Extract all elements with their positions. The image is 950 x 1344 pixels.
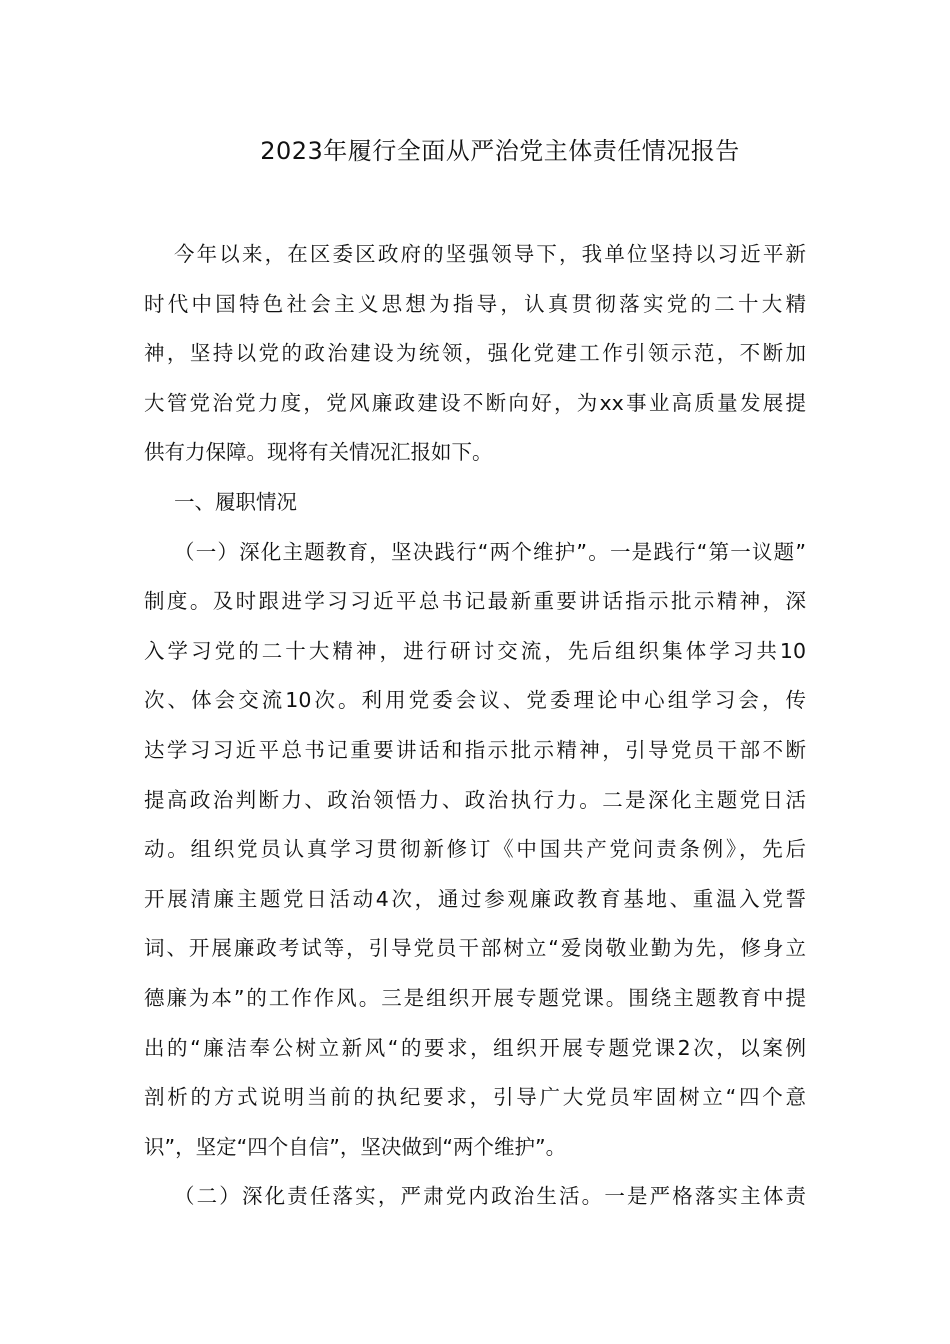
paragraph-line: 次、体会交流10次。利用党委会议、党委理论中心组学习会，传 <box>144 688 806 713</box>
paragraph-line: 提高政治判断力、政治领悟力、政治执行力。二是深化主题党日活 <box>144 787 806 812</box>
paragraph-line: 制度。及时跟进学习习近平总书记最新重要讲话指示批示精神，深 <box>144 589 806 614</box>
paragraph-line: 出的“廉洁奉公树立新风“的要求，组织开展专题党课2次，以案例 <box>144 1035 806 1060</box>
paragraph-line: 达学习习近平总书记重要讲话和指示批示精神，引导党员干部不断 <box>144 737 806 762</box>
paragraph-line: 时代中国特色社会主义思想为指导，认真贯彻落实党的二十大精 <box>144 291 806 316</box>
paragraph-line: 德廉为本”的工作作风。三是组织开展专题党课。围绕主题教育中提 <box>144 985 806 1010</box>
paragraph-line: 开展清廉主题党日活动4次，通过参观廉政教育基地、重温入党誓 <box>144 886 806 911</box>
paragraph-line: 今年以来，在区委区政府的坚强领导下，我单位坚持以习近平新 <box>174 242 806 266</box>
paragraph-line: 词、开展廉政考试等，引导党员干部树立“爱岗敬业勤为先，修身立 <box>144 936 806 961</box>
document-title: 2023年履行全面从严治党主体责任情况报告 <box>260 137 740 165</box>
paragraph-line: 神，坚持以党的政治建设为统领，强化党建工作引领示范，不断加 <box>144 341 806 366</box>
paragraph-line: 剖析的方式说明当前的执纪要求，引导广大党员牢固树立“四个意 <box>144 1085 806 1110</box>
paragraph-line: 动。组织党员认真学习贯彻新修订《中国共产党问责条例》，先后 <box>144 837 806 862</box>
paragraph-line: （二）深化责任落实，严肃党内政治生活。一是严格落实主体责 <box>174 1184 806 1209</box>
paragraph-line: 大管党治党力度，党风廉政建设不断向好，为xx事业高质量发展提 <box>144 390 806 415</box>
paragraph-line: 供有力保障。现将有关情况汇报如下。 <box>144 440 493 465</box>
paragraph-line: 入学习党的二十大精神，进行研讨交流，先后组织集体学习共10 <box>144 638 806 663</box>
paragraph-line: 识”，坚定“四个自信”，坚决做到“两个维护”。 <box>144 1134 567 1159</box>
section-heading: 一、履职情况 <box>174 489 297 514</box>
paragraph-line: （一）深化主题教育，坚决践行“两个维护”。一是践行“第一议题” <box>174 539 806 564</box>
document-body <box>144 230 806 1222</box>
